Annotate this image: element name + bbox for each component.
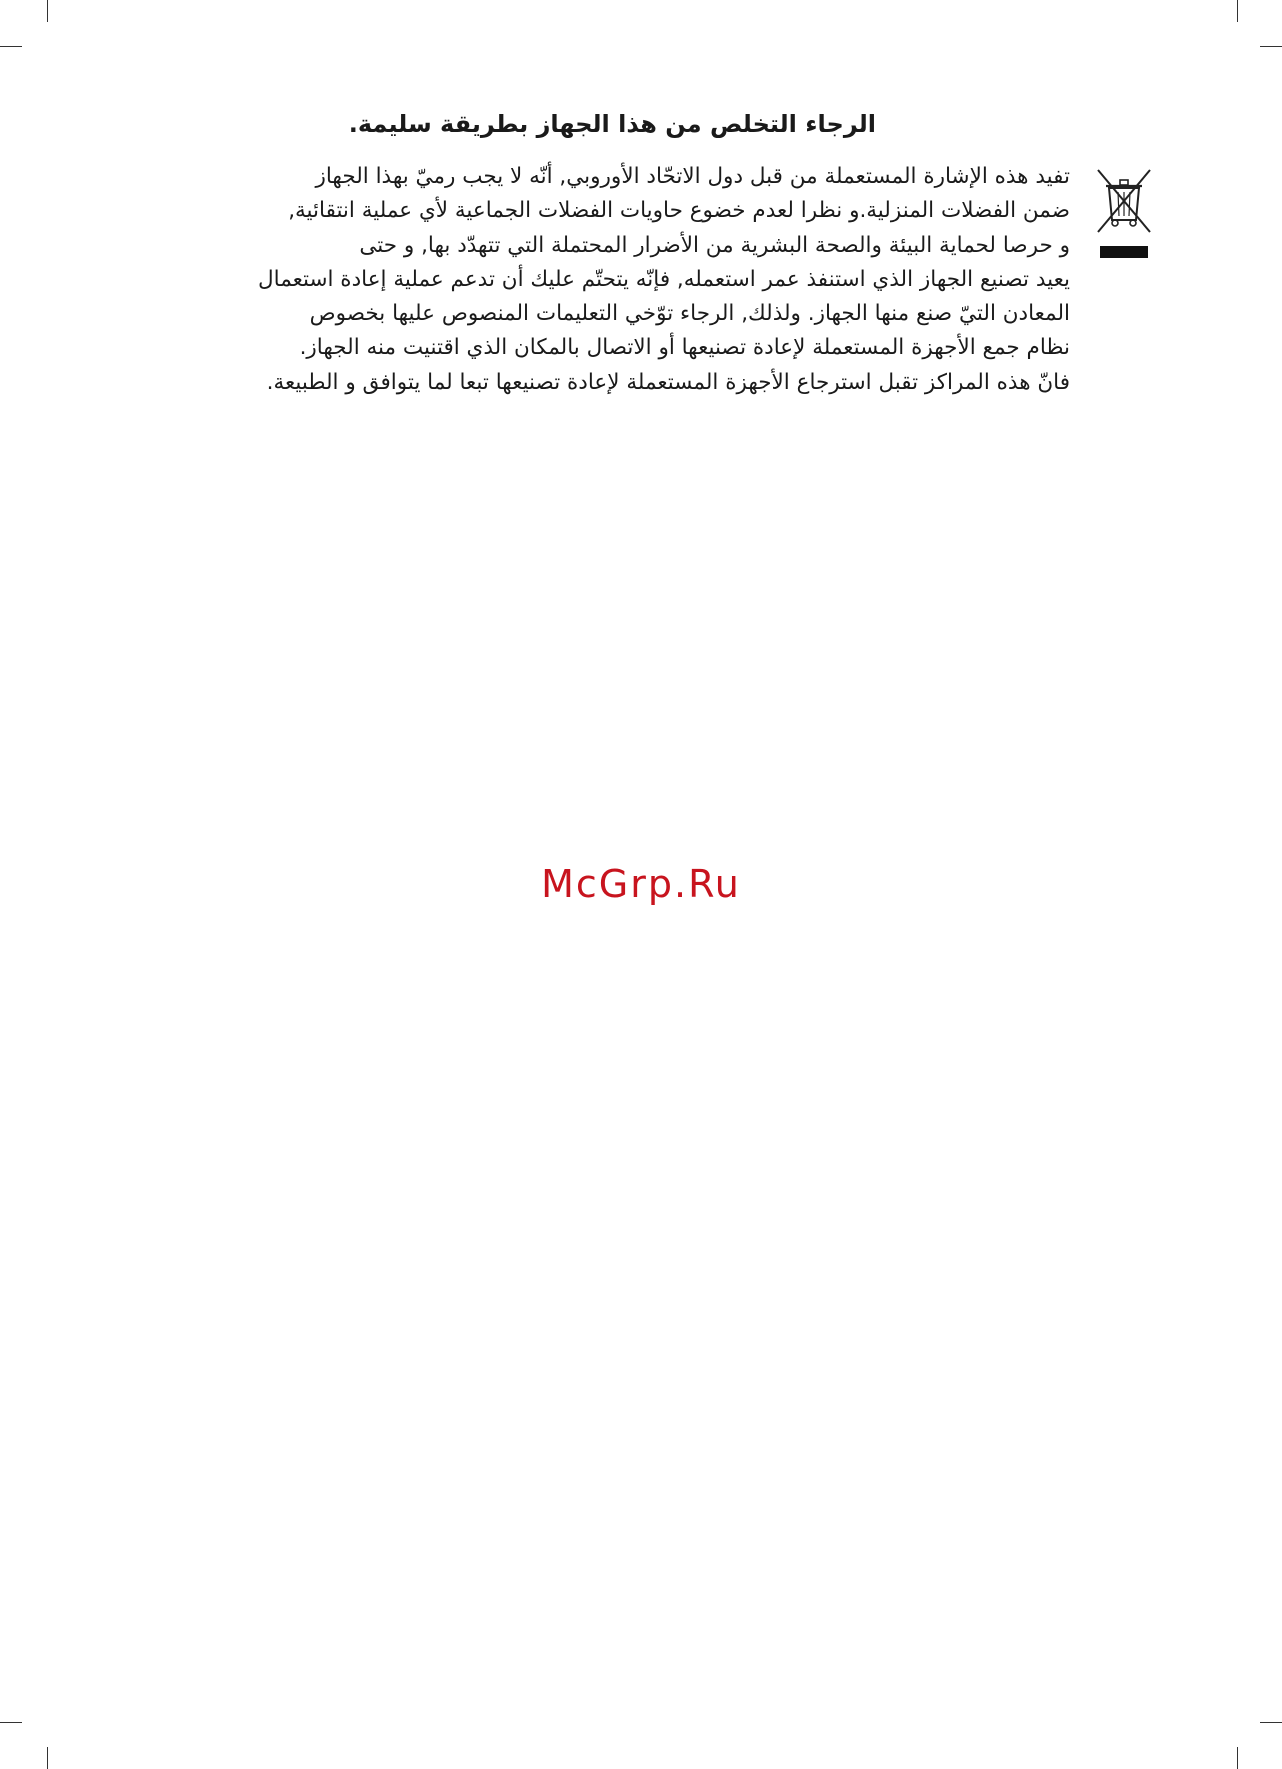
crop-mark-bottom-left-h	[0, 1722, 22, 1723]
paragraph-line: فانّ هذه المراكز تقبل استرجاع الأجهزة المستعملة لإعادة تصنيعها تبعا لما يتوافق و الطبيعة.	[266, 369, 1070, 395]
crop-mark-bottom-left	[47, 1747, 48, 1769]
crop-mark-top-left	[47, 0, 48, 22]
paragraph-line: نظام جمع الأجهزة المستعملة لإعادة تصنيعها أو الاتصال بالمكان الذي اقتنيت منه الجهاز.	[299, 335, 1070, 361]
paragraph-line: المعادن التيّ صنع منها الجهاز. ولذلك, الرجاء توّخي التعليمات المنصوص عليها بخصوص	[309, 301, 1070, 327]
paragraph-line: ضمن الفضلات المنزلية.و نظرا لعدم خضوع حاويات الفضلات الجماعية لأي عملية انتقائية,	[288, 198, 1070, 224]
crossed-out-wheelie-bin-icon	[1094, 166, 1154, 262]
paragraph-line: تفيد هذه الإشارة المستعملة من قبل دول الاتحّاد الأوروبي, أنّه لا يجب رميّ بهذا الجهاز	[315, 164, 1070, 189]
watermark-text: McGrp.Ru	[541, 862, 741, 906]
crop-mark-top-right	[1237, 0, 1238, 22]
crop-mark-top-left-h	[0, 46, 22, 47]
crop-mark-bottom-right	[1237, 1747, 1238, 1769]
crop-mark-bottom-right-h	[1260, 1722, 1282, 1723]
crop-mark-top-right-h	[1260, 46, 1282, 47]
disposal-paragraph	[132, 160, 1070, 400]
page-title: الرجاء التخلص من هذا الجهاز بطريقة سليمة.	[348, 110, 876, 138]
paragraph-line: و حرصا لحماية البيئة والصحة البشرية من الأضرار المحتملة التي تتهدّد بها, و حتى	[359, 232, 1070, 258]
paragraph-line: يعيد تصنيع الجهاز الذي استنفذ عمر استعمله, فإنّه يتحتّم عليك أن تدعم عملية إعادة استعمال	[258, 266, 1070, 292]
